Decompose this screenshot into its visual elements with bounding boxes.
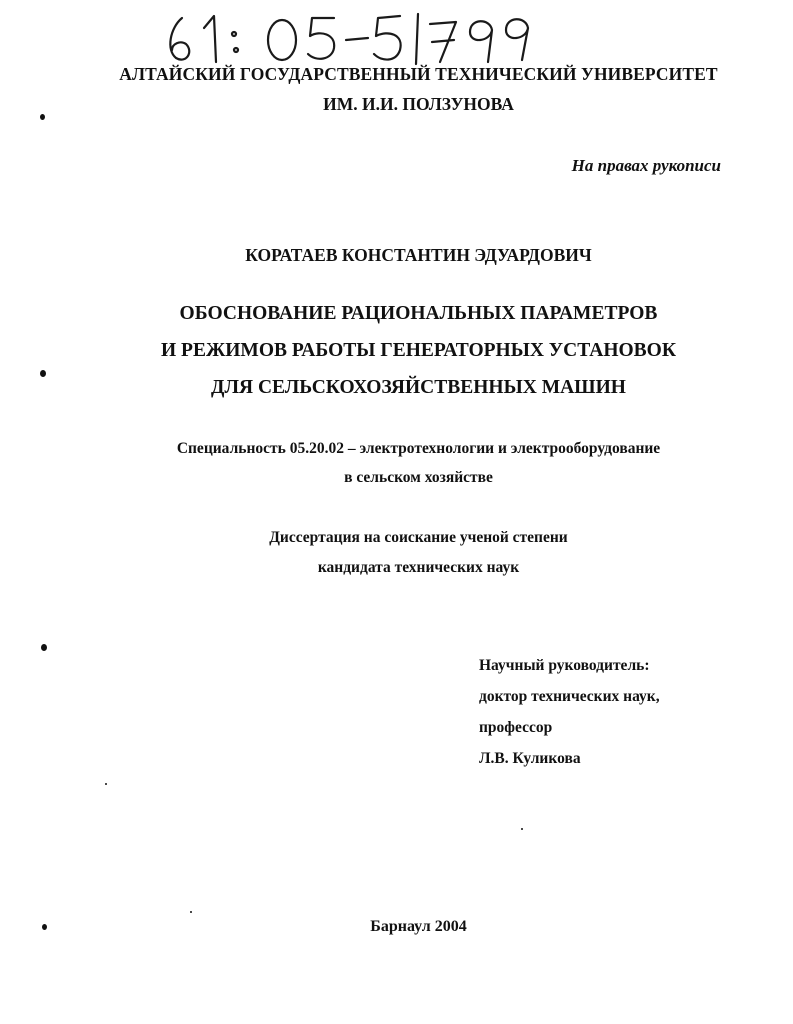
author-name: КОРАТАЕВ КОНСТАНТИН ЭДУАРДОВИЧ xyxy=(245,245,592,265)
scan-speck xyxy=(40,370,46,377)
scan-speck xyxy=(40,114,45,120)
scan-speck xyxy=(190,911,192,913)
scan-speck xyxy=(41,644,47,651)
university-name-line1: АЛТАЙСКИЙ ГОСУДАРСТВЕННЫЙ ТЕХНИЧЕСКИЙ УНИВЕРСИТЕТ xyxy=(119,64,718,84)
university-name-line2: ИМ. И.И. ПОЛЗУНОВА xyxy=(323,94,514,114)
specialty-line1: Специальность 05.20.02 – электротехнологии и электрооборудование xyxy=(176,440,661,457)
city-year: Барнаул 2004 xyxy=(370,918,467,935)
scan-speck xyxy=(105,783,107,785)
dissertation-title-line2: И РЕЖИМОВ РАБОТЫ ГЕНЕРАТОРНЫХ УСТАНОВОК xyxy=(161,340,676,361)
dissertation-title-line3: ДЛЯ СЕЛЬСКОХОЗЯЙСТВЕННЫХ МАШИН xyxy=(211,377,626,398)
supervisor-name: Л.В. Куликова xyxy=(479,750,581,767)
rights-note: На правах рукописи xyxy=(571,156,721,175)
scan-speck xyxy=(42,924,47,930)
supervisor-block xyxy=(479,650,660,774)
supervisor-label: Научный руководитель: xyxy=(479,657,650,674)
supervisor-rank: профессор xyxy=(479,719,553,736)
degree-line2: кандидата технических наук xyxy=(317,559,520,576)
supervisor-degree: доктор технических наук, xyxy=(479,688,660,705)
specialty-line2: в сельском хозяйстве xyxy=(344,469,493,486)
degree-line1: Диссертация на соискание ученой степени xyxy=(269,529,568,546)
scan-speck xyxy=(521,828,523,830)
dissertation-title-line1: ОБОСНОВАНИЕ РАЦИОНАЛЬНЫХ ПАРАМЕТРОВ xyxy=(179,303,658,324)
handwritten-catalog-number xyxy=(160,6,540,70)
